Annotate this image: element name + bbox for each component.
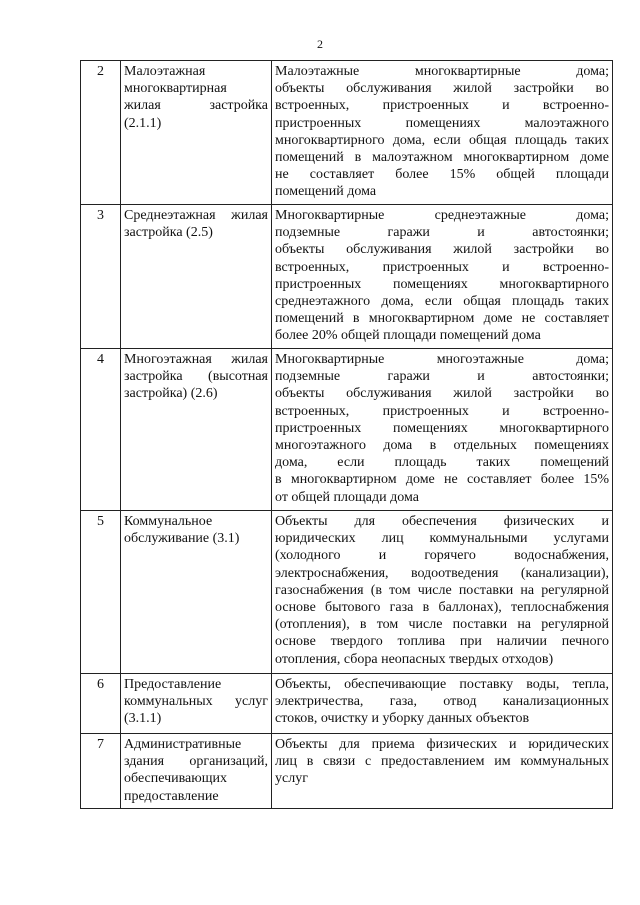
land-use-table [80, 60, 613, 809]
table-row [81, 511, 613, 674]
land-use-type-line: предоставление [124, 788, 219, 804]
description-line: (отопления), в том числе поставки на регулярной [275, 617, 609, 633]
description-line: основе бытового газа в баллонах), теплоснабжения [275, 600, 609, 616]
description-line: Малоэтажные многоквартирные дома; [275, 64, 609, 79]
permitted-use-description [272, 61, 613, 205]
permitted-use-description [272, 734, 613, 809]
land-use-type [121, 674, 272, 734]
description-line: встроенных, пристроенных и встроенно- [275, 259, 609, 275]
land-use-type-line: застройка) (2.6) [124, 386, 218, 402]
description-line: отопления, сбора неопасных твердых отходов) [275, 651, 554, 667]
land-use-type-line: Административные [124, 737, 242, 752]
land-use-type-line: застройка (высотная [124, 369, 268, 385]
description-line: лиц в связи с предоставлением им коммунальных [275, 754, 609, 770]
description-line: в многоквартирном доме не составляет более 15% [275, 472, 609, 488]
land-use-type [121, 349, 272, 511]
description-line: объекты обслуживания жилой застройки во [275, 81, 609, 97]
description-line: газоснабжения (в том числе поставки на регулярной [275, 582, 609, 598]
land-use-type-line: обеспечивающих [124, 771, 227, 787]
description-line: юридических лиц коммунальными услугами [275, 531, 609, 547]
description-line: более 20% общей площади помещений дома [275, 328, 541, 344]
description-line: дома, если площадь таких помещений [275, 455, 609, 471]
description-line: многоэтажного дома в отдельных помещениях [275, 438, 609, 454]
description-line: Объекты, обеспечивающие поставку воды, тепла, [275, 677, 609, 692]
description-line: пристроенных помещениях малоэтажного [275, 115, 609, 131]
land-use-type [121, 61, 272, 205]
land-use-type [121, 205, 272, 349]
land-use-type-line: многоквартирная [124, 81, 227, 97]
land-use-type-line: (2.1.1) [124, 115, 162, 131]
permitted-use-description [272, 511, 613, 674]
land-use-type-line: Многоэтажная жилая [124, 352, 268, 367]
land-use-type-line: (3.1.1) [124, 711, 162, 727]
description-line: от общей площади дома [275, 489, 419, 505]
description-line: пристроенных помещениях многоквартирного [275, 276, 609, 292]
description-line: Многоквартирные среднеэтажные дома; [275, 208, 609, 223]
land-use-type [121, 734, 272, 809]
description-line: помещений в малоэтажном многоквартирном доме [275, 150, 609, 166]
land-use-type-line: Коммунальное [124, 514, 213, 529]
table-row [81, 674, 613, 734]
land-use-type-line: Среднеэтажная жилая [124, 208, 268, 223]
description-line: многоквартирного дома, если общая площадь таких [275, 132, 609, 148]
row-number: 7 [81, 734, 121, 809]
description-line: Объекты для приема физических и юридических [275, 737, 609, 752]
land-use-type-line: обслуживание (3.1) [124, 531, 240, 547]
land-use-type-line: коммунальных услуг [124, 694, 268, 710]
table-row [81, 734, 613, 809]
row-number: 3 [81, 205, 121, 349]
description-line: помещений в многоквартирном доме не составляет [275, 311, 609, 327]
description-line: подземные гаражи и автостоянки; [275, 225, 609, 241]
description-line: помещений дома [275, 184, 377, 200]
description-line: пристроенных помещениях многоквартирного [275, 420, 609, 436]
description-line: (холодного и горячего водоснабжения, [275, 548, 609, 564]
description-line: среднеэтажного дома, если общая площадь таких [275, 294, 609, 310]
description-line: электроснабжения, водоотведения (канализации), [275, 565, 609, 581]
description-line: объекты обслуживания жилой застройки во [275, 386, 609, 402]
land-use-type-line: застройка (2.5) [124, 225, 213, 241]
table-row [81, 349, 613, 511]
row-number: 4 [81, 349, 121, 511]
row-number: 2 [81, 61, 121, 205]
row-number: 5 [81, 511, 121, 674]
description-line: не составляет более 15% общей площади [275, 167, 609, 183]
description-line: электричества, газа, отвод канализационных [275, 694, 609, 710]
land-use-type-line: Малоэтажная [124, 64, 206, 79]
land-use-type-line: жилая застройка [124, 98, 268, 114]
description-line: стоков, очистку и уборку данных объектов [275, 711, 530, 727]
description-line: встроенных, пристроенных и встроенно- [275, 98, 609, 114]
permitted-use-description [272, 349, 613, 511]
land-use-type [121, 511, 272, 674]
description-line: встроенных, пристроенных и встроенно- [275, 403, 609, 419]
description-line: подземные гаражи и автостоянки; [275, 369, 609, 385]
table-row [81, 205, 613, 349]
description-line: Многоквартирные многоэтажные дома; [275, 352, 609, 367]
description-line: Объекты для обеспечения физических и [275, 514, 609, 529]
table-body [81, 61, 613, 809]
land-use-type-line: Предоставление [124, 677, 222, 692]
permitted-use-description [272, 674, 613, 734]
page-number: 2 [317, 37, 323, 51]
row-number: 6 [81, 674, 121, 734]
description-line: основе твердого топлива при наличии печного [275, 634, 609, 650]
table-row [81, 61, 613, 205]
description-line: услуг [275, 771, 308, 787]
permitted-use-description [272, 205, 613, 349]
land-use-type-line: здания организаций, [124, 754, 268, 770]
description-line: объекты обслуживания жилой застройки во [275, 242, 609, 258]
